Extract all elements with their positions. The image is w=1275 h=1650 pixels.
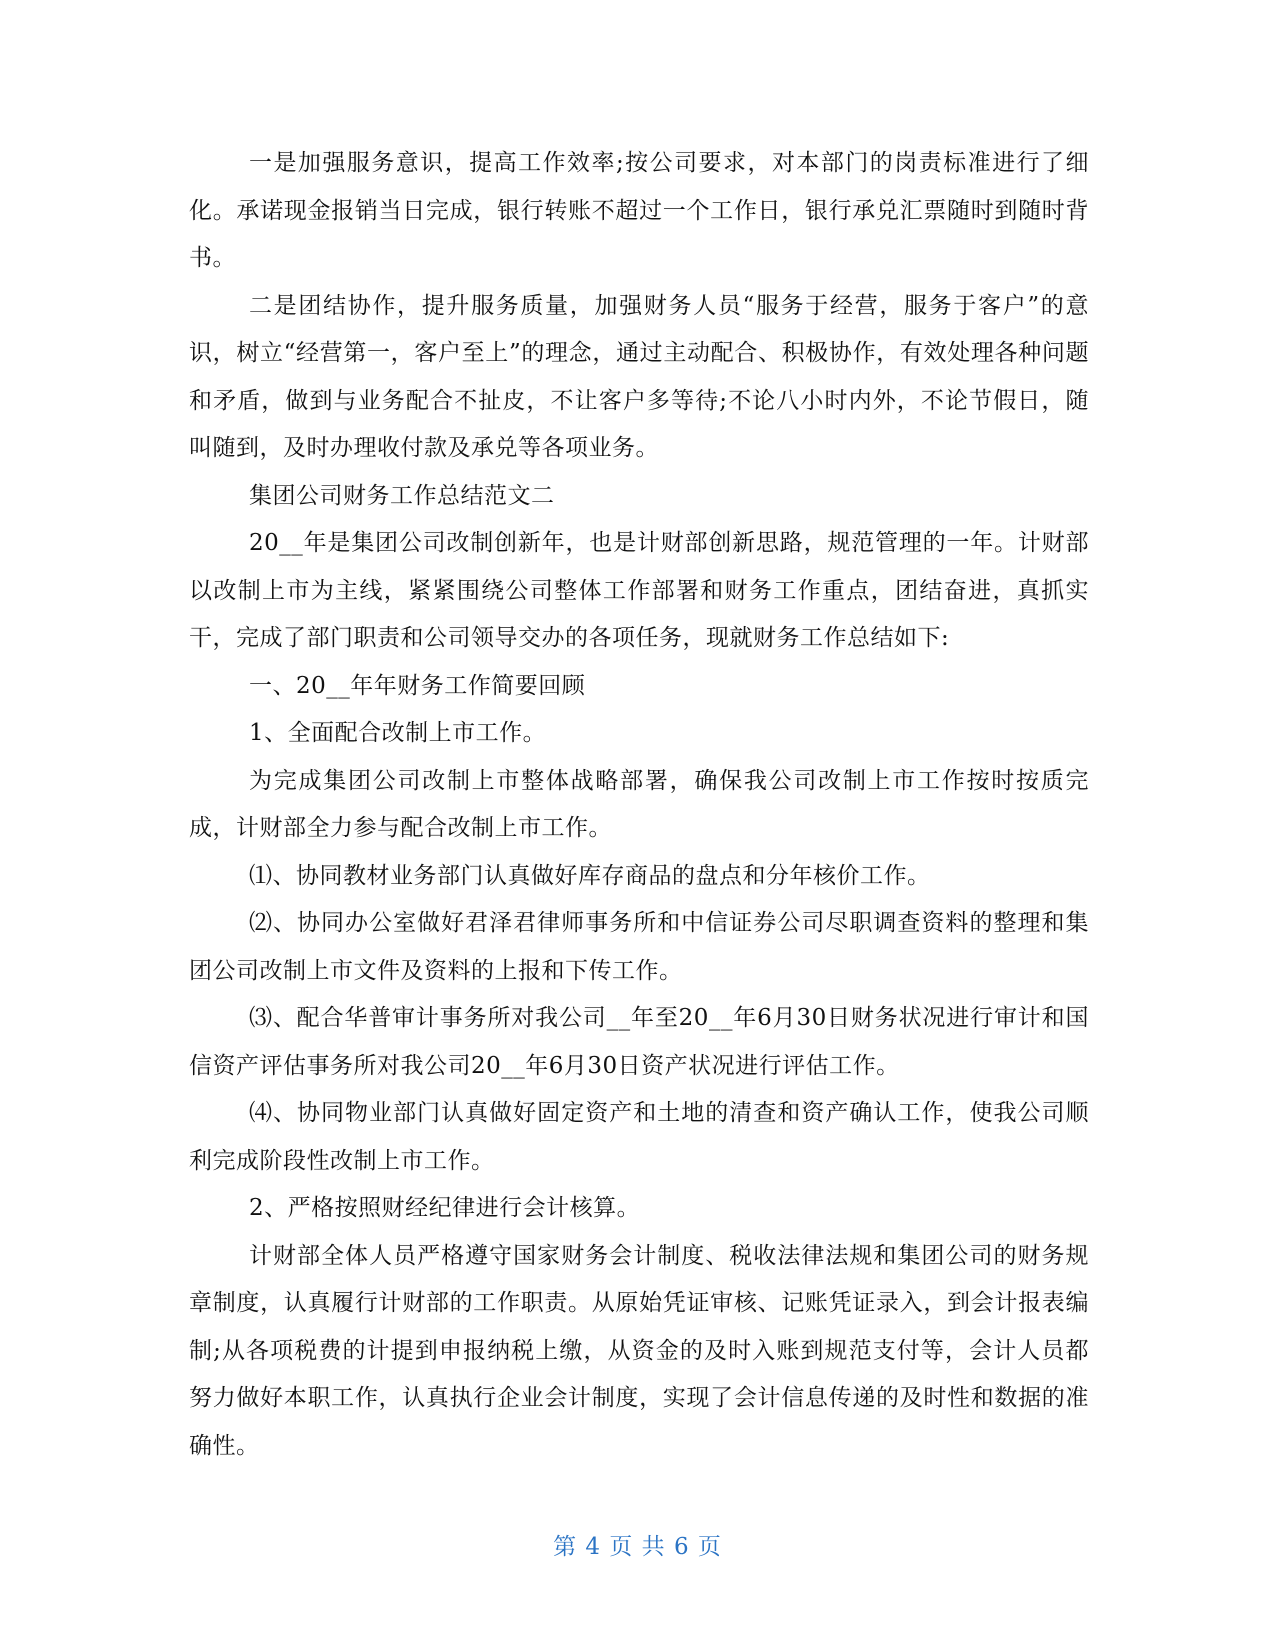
section-title-sample-two: 集团公司财务工作总结范文二: [249, 482, 555, 509]
subheading-listing-cooperation: 1、全面配合改制上市工作。: [249, 720, 547, 746]
footer-suffix: 页: [697, 1534, 722, 1560]
subheading-accounting: 2、严格按照财经纪律进行会计核算。: [249, 1195, 641, 1221]
document-body: [189, 140, 1089, 1470]
list-item-2: ⑵、协同办公室做好君泽君律师事务所和中信证券公司尽职调查资料的整理和集团公司改制上市文件及资料的上报和下传工作。: [189, 910, 1089, 984]
paragraph-service-awareness: 一是加强服务意识，提高工作效率;按公司要求，对本部门的岗责标准进行了细化。承诺现金报销当日完成，银行转账不超过一个工作日，银行承兑汇票随时到随时背书。: [189, 150, 1089, 271]
paragraph-listing-cooperation: 为完成集团公司改制上市整体战略部署，确保我公司改制上市工作按时按质完成，计财部全力参与配合改制上市工作。: [189, 767, 1089, 841]
heading-review: 一、20__年年财务工作简要回顾: [249, 672, 586, 699]
list-item-4: ⑷、协同物业部门认真做好固定资产和土地的清查和资产确认工作，使我公司顺利完成阶段性改制上市工作。: [189, 1100, 1089, 1174]
footer-mid: 页 共: [609, 1534, 666, 1560]
list-item-1: ⑴、协同教材业务部门认真做好库存商品的盘点和分年核价工作。: [249, 862, 931, 889]
list-item-3: ⑶、配合华普审计事务所对我公司__年至20__年6月30日财务状况进行审计和国信资产评估事务所对我公司20__年6月30日资产状况进行评估工作。: [189, 1005, 1089, 1079]
footer-current-page: 4: [585, 1534, 602, 1560]
paragraph-teamwork: 二是团结协作，提升服务质量，加强财务人员“服务于经营，服务于客户”的意识，树立“经营第一，客户至上”的理念，通过主动配合、积极协作，有效处理各种问题和矛盾，做到与业务配合不扯皮，不让客户多等待;不论八小时内外，不论节假日，随叫随到，及时办理收付款及承兑等各项业务。: [189, 292, 1089, 461]
paragraph-accounting: 计财部全体人员严格遵守国家财务会计制度、税收法律法规和集团公司的财务规章制度，认真履行计财部的工作职责。从原始凭证审核、记账凭证录入，到会计报表编制;从各项税费的计提到申报纳税上缴，从资金的及时入账到规范支付等，会计人员都努力做好本职工作，认真执行企业会计制度，实现了会计信息传递的及时性和数据的准确性。: [189, 1242, 1089, 1459]
footer-total-pages: 6: [673, 1534, 690, 1560]
paragraph-intro: 20__年是集团公司改制创新年，也是计财部创新思路，规范管理的一年。计财部以改制上市为主线，紧紧围绕公司整体工作部署和财务工作重点，团结奋进，真抓实干，完成了部门职责和公司领导交办的各项任务，现就财务工作总结如下:: [189, 530, 1089, 651]
page-footer: [0, 1528, 1275, 1561]
footer-prefix: 第: [553, 1534, 578, 1560]
